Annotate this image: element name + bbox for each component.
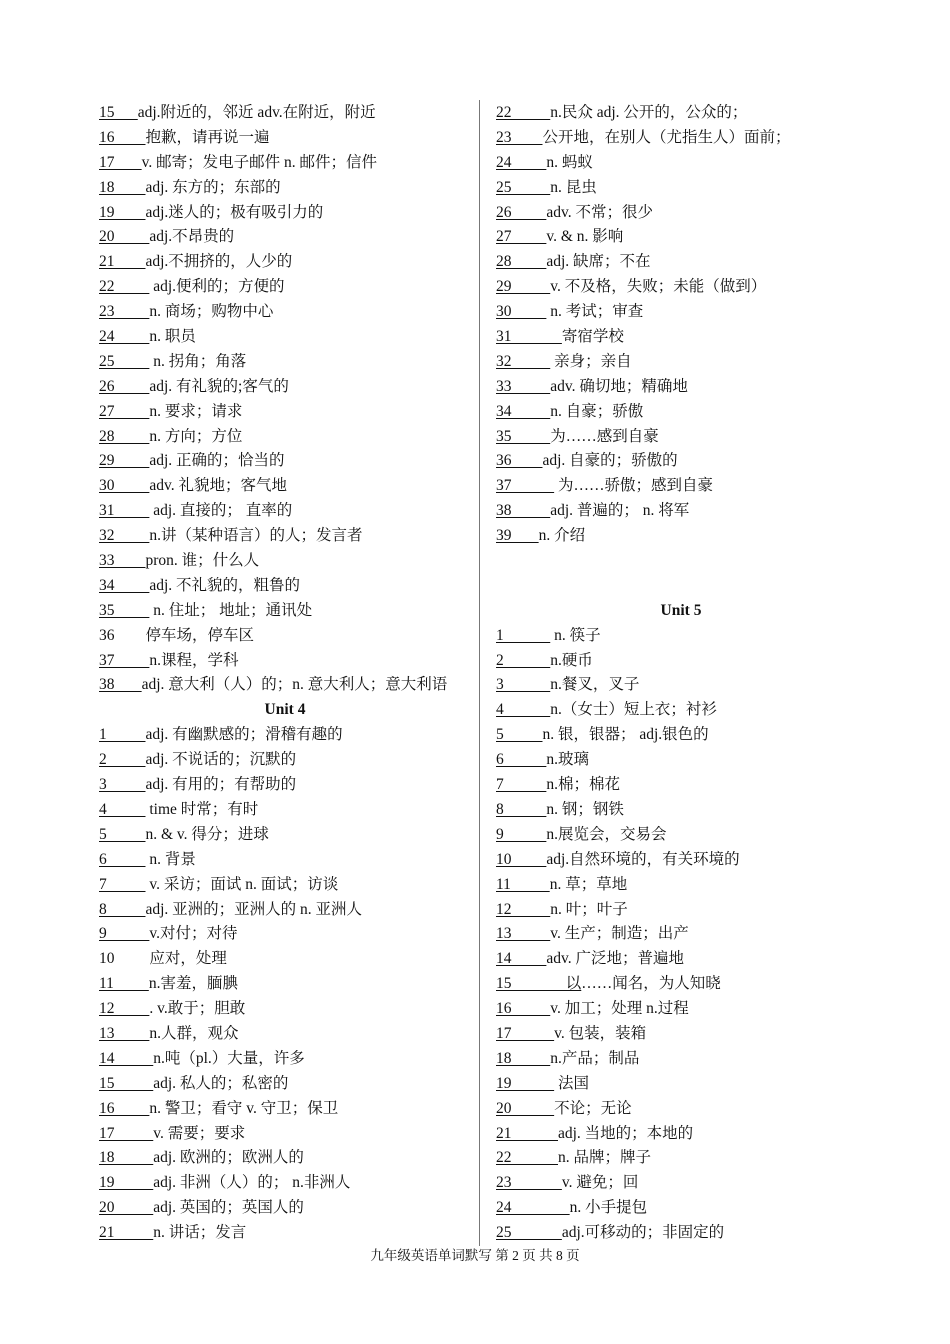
vocab-entry [496,151,866,176]
vocab-entry [496,922,866,947]
entry-number-blank[interactable]: 37 [99,651,150,669]
entry-number-blank[interactable]: 3 [99,776,146,794]
vocab-entry [99,126,471,151]
entry-definition: 为……骄傲；感到自豪 [554,477,714,495]
entry-definition: 为……感到自豪 [550,427,659,445]
entry-number-blank[interactable]: 1 [99,726,146,744]
entry-number-blank[interactable]: 23 [496,1174,562,1192]
entry-definition: n. 叶；叶子 [550,900,628,918]
entry-definition: 法国 [554,1074,590,1092]
vocab-entry [496,201,866,226]
entry-number-blank[interactable]: 12 [99,1000,150,1018]
vocab-entry [496,624,866,649]
entry-number-blank[interactable]: 8 [496,800,547,818]
entry-definition: adj.不昂贵的 [149,228,235,246]
entry-number-blank[interactable]: 6 [496,751,547,769]
entry-definition: adj. 欧洲的；欧洲人的 [153,1149,304,1167]
vocab-entry [99,1072,471,1097]
vocab-entry [99,997,471,1022]
entry-definition: n. 介绍 [538,527,586,545]
entry-number-blank[interactable]: 23 [496,128,543,146]
entry-definition: v. 包装，装箱 [554,1024,647,1042]
vocab-entry [99,1122,471,1147]
entry-definition: n.人群，观众 [149,1024,239,1042]
vocab-entry [496,1047,866,1072]
vocab-entry [99,748,471,773]
entry-number-blank[interactable]: 28 [496,253,547,271]
entry-definition: adj.附近的，邻近 adv.在附近，附近 [137,104,376,121]
entry-number-blank[interactable]: 35 [99,601,150,619]
entry-definition: n. 小手提包 [569,1199,648,1217]
entry-definition: adj. 有幽默感的；滑稽有趣的 [145,726,343,744]
entry-number-blank[interactable]: 8 [99,900,146,918]
vocab-entry [496,524,866,549]
entry-definition: adv. 确切地；精确地 [550,377,688,395]
vocab-entry [99,225,471,250]
entry-definition: n. & v. 得分；进球 [145,825,269,843]
entry-number-blank[interactable]: 38 [99,676,142,694]
entry-number-blank[interactable]: 10 [99,950,150,968]
entry-number-blank[interactable]: 4 [99,800,146,818]
vocab-entry [99,275,471,300]
entry-definition: n.讲（某种语言）的人；发言者 [149,527,363,545]
entry-definition: n. 讲话；发言 [153,1224,247,1242]
entry-definition: n. 草；草地 [549,875,628,893]
entry-number-blank[interactable]: 13 [99,1024,150,1042]
entry-definition: v. 生产；制造；出产 [550,925,689,943]
vocab-entry [99,947,471,972]
vocab-entry [496,449,866,474]
entry-definition: n. 方向；方位 [149,427,243,445]
entry-definition: n. 昆虫 [550,178,597,196]
entry-number-blank[interactable]: 15 [99,104,138,121]
vocab-entry [496,997,866,1022]
entry-number-blank[interactable]: 29 [99,452,150,470]
vocab-entry [99,101,471,126]
vocab-entry [496,275,866,300]
entry-number-blank[interactable]: 25 [496,178,551,196]
entry-definition: n.害羞，腼腆 [148,975,238,993]
entry-number-blank[interactable]: 21 [99,253,146,271]
vocab-entry [99,873,471,898]
entry-number-blank[interactable]: 16 [496,1000,551,1018]
vocab-entry [496,126,866,151]
vocab-entry [99,1196,471,1221]
entry-number-blank[interactable]: 2 [496,651,551,669]
entry-number-blank[interactable]: 20 [99,1199,154,1217]
vocab-entry [99,176,471,201]
entry-number-blank[interactable]: 27 [496,228,547,246]
vocab-entry [99,549,471,574]
entry-number-blank[interactable]: 24 [496,153,547,171]
entry-number-blank[interactable]: 16 [99,1099,150,1117]
entry-number-blank[interactable]: 11 [496,875,550,893]
vocab-entry [496,1122,866,1147]
entry-number-blank[interactable]: 9 [496,825,547,843]
vocab-entry [496,325,866,350]
vocab-entry [99,649,471,674]
entry-number-blank[interactable]: 19 [99,1174,154,1192]
entry-definition: adj. 当地的；本地的 [558,1124,694,1142]
entry-definition: adj.自然环境的，有关环境的 [546,850,740,868]
entry-number-blank[interactable]: 30 [99,477,150,495]
entry-number-blank[interactable]: 18 [99,1149,154,1167]
entry-definition: n.课程，学科 [149,651,239,669]
entry-number-blank[interactable]: 29 [496,278,551,296]
entry-definition: n. 考试；审查 [546,303,644,321]
entry-definition: n. 筷子 [550,626,601,644]
entry-number-blank[interactable]: 32 [99,527,150,545]
entry-definition: adj. 私人的；私密的 [153,1074,289,1092]
vocab-entry [496,848,866,873]
vocab-entry [496,425,866,450]
entry-number-blank[interactable]: 6 [99,850,146,868]
entry-number-blank[interactable]: 3 [496,676,551,694]
vocab-entry [496,1146,866,1171]
entry-number-blank[interactable]: 33 [496,377,551,395]
entry-number-blank[interactable]: 17 [99,153,142,171]
entry-definition: n. 银，银器； adj.银色的 [542,726,709,744]
vocab-entry [99,325,471,350]
entry-definition: n.产品；制品 [550,1049,640,1067]
entry-definition: adv. 不常；很少 [546,203,653,221]
vocab-entry [99,1146,471,1171]
entry-number-blank[interactable]: 21 [496,1124,558,1142]
vocab-entry [496,1221,866,1246]
entry-number-blank[interactable]: 7 [496,776,547,794]
vocab-entry [99,425,471,450]
entry-definition: adj. 有礼貌的;客气的 [149,377,289,395]
entry-definition: n.餐叉，叉子 [550,676,640,694]
vocab-entry [99,1022,471,1047]
vocab-entry [99,773,471,798]
entry-number-blank[interactable]: 21 [99,1224,154,1242]
entry-number-blank[interactable]: 5 [496,726,543,744]
entry-definition: 停车场，停车区 [145,626,255,644]
vocab-entry [496,873,866,898]
entry-number-blank[interactable]: 17 [99,1124,154,1142]
entry-definition: 亲身；亲自 [550,352,632,370]
entry-definition: adj.迷人的；极有吸引力的 [145,203,324,221]
vocab-entry [496,723,866,748]
entry-definition: n. 拐角；角落 [149,352,247,370]
vocab-entry [496,499,866,524]
entry-number-blank[interactable]: 5 [99,825,146,843]
entry-definition: adj. 有用的；有帮助的 [145,776,297,794]
vocab-entry [99,898,471,923]
vocab-entry [496,673,866,698]
entry-number-blank[interactable]: 38 [496,502,551,520]
entry-number-blank[interactable]: 28 [99,427,150,445]
entry-definition: pron. 谁；什么人 [145,552,260,570]
vocab-entry [496,1196,866,1221]
vocab-entry [496,176,866,201]
vocab-entry [99,798,471,823]
entry-number-blank[interactable]: 31 [99,502,150,520]
entry-definition: n. 背景 [145,850,196,868]
entry-number-blank[interactable]: 22 [99,278,150,296]
entry-number-blank[interactable]: 34 [496,402,551,420]
entry-definition: v. 采访；面试 n. 面试；访谈 [145,875,339,893]
entry-number-blank[interactable]: 32 [496,352,551,370]
entry-definition: n. 蚂蚁 [546,153,593,171]
entry-number-blank[interactable]: 19 [496,1074,555,1092]
vocab-entry [496,250,866,275]
entry-definition: n.吨（pl.）大量，许多 [153,1049,305,1067]
entry-definition: adj. 非洲（人）的； n.非洲人 [153,1174,351,1192]
vocab-entry [99,624,471,649]
entry-number-blank[interactable]: 18 [99,178,146,196]
entry-definition: adj. 英国的；英国人的 [153,1199,304,1217]
entry-number-blank[interactable]: 22 [496,104,551,121]
entry-definition: v. 需要；要求 [153,1124,246,1142]
entry-definition: adj. 东方的；东部的 [145,178,281,196]
entry-definition: v. 邮寄；发电子邮件 n. 邮件；信件 [141,153,377,171]
entry-number-blank[interactable]: 25 [496,1224,562,1242]
blank-line [496,574,866,599]
vocab-entry [99,1171,471,1196]
entry-definition: n. 职员 [149,328,196,346]
entry-definition: n.民众 adj. 公开的，公众的； [550,104,748,121]
entry-number-blank[interactable]: 26 [496,203,547,221]
entry-number-blank[interactable]: 9 [99,925,150,943]
page-footer: 九年级英语单词默写 第 2 页 共 8 页 [370,1248,580,1263]
vocab-entry [99,350,471,375]
vocab-entry [99,1047,471,1072]
entry-number-blank[interactable]: 35 [496,427,551,445]
entry-number-blank[interactable]: 26 [99,377,150,395]
entry-definition: adj. 缺席；不在 [546,253,651,271]
entry-number-blank[interactable]: 14 [99,1049,154,1067]
vocab-entry [99,250,471,275]
entry-definition: ……闻名，为人知晓 [581,975,721,993]
vocab-entry [496,649,866,674]
entry-definition: adj.不拥挤的，人少的 [145,253,293,271]
entry-definition: n.硬币 [550,651,593,669]
unit-heading: Unit 4 [264,701,306,719]
vocab-entry [496,1171,866,1196]
vocab-entry [496,698,866,723]
vocab-entry [496,350,866,375]
entry-definition: n. 品牌；牌子 [558,1149,652,1167]
vocab-entry [99,922,471,947]
unit-heading: Unit 5 [660,601,702,619]
entry-definition: n. 要求；请求 [149,402,243,420]
entry-number-blank[interactable]: 27 [99,402,150,420]
entry-number-blank[interactable]: 14 [496,950,547,968]
entry-number-blank[interactable]: 10 [496,850,547,868]
entry-definition: 抱歉，请再说一遍 [145,128,270,146]
entry-definition: n.玻璃 [546,751,590,769]
vocab-entry [496,972,866,997]
entry-number-blank[interactable]: 33 [99,552,146,570]
entry-number-blank[interactable]: 7 [99,875,146,893]
vocab-entry [496,474,866,499]
vocab-entry [99,151,471,176]
vocab-entry [99,599,471,624]
entry-number-blank[interactable]: 13 [496,925,551,943]
vocab-entry [99,449,471,474]
vocab-entry [99,499,471,524]
entry-definition: n. 钢；钢铁 [546,800,624,818]
entry-definition: adj. 不说话的；沉默的 [145,751,297,769]
vocab-entry [496,898,866,923]
entry-definition: v. 加工；处理 n.过程 [550,1000,689,1018]
entry-definition: adj. 意大利（人）的；n. 意大利人；意大利语 [141,676,448,694]
entry-number-blank[interactable]: 31 [496,328,562,346]
left-column [99,101,471,1246]
entry-number-blank[interactable]: 18 [496,1049,551,1067]
entry-number-blank[interactable]: 16 [99,128,146,146]
entry-number-blank[interactable]: 36 [99,626,146,644]
vocab-entry [496,375,866,400]
entry-definition: v. 不及格，失败；未能（做到） [550,278,767,296]
entry-number-blank[interactable]: 12 [496,900,551,918]
entry-definition: adj. 直接的； 直率的 [149,502,293,520]
entry-number-blank[interactable]: 25 [99,352,150,370]
entry-definition: . v.敢于；胆敢 [149,1000,246,1018]
entry-number-blank[interactable]: 19 [99,203,146,221]
entry-definition: adj. 亚洲的；亚洲人的 n. 亚洲人 [145,900,363,918]
vocab-entry [496,300,866,325]
entry-definition: adj.便利的；方便的 [149,278,285,296]
entry-number-blank[interactable]: 15 以 [496,975,582,993]
vocab-entry [99,972,471,997]
entry-number-blank[interactable]: 20 [99,228,150,246]
entry-number-blank[interactable]: 20 [496,1099,555,1117]
vocab-entry [99,673,471,698]
entry-number-blank[interactable]: 37 [496,477,555,495]
entry-definition: n. 自豪；骄傲 [550,402,644,420]
vocab-entry [496,1022,866,1047]
entry-definition: n.展览会，交易会 [546,825,667,843]
entry-number-blank[interactable]: 39 [496,527,539,545]
entry-definition: time 时常；有时 [145,800,259,818]
vocab-entry [99,524,471,549]
vocab-entry [496,748,866,773]
entry-definition: adj. 普遍的； n. 将军 [550,502,690,520]
entry-number-blank[interactable]: 24 [99,328,150,346]
vocab-entry [99,201,471,226]
entry-definition: adj. 正确的；恰当的 [149,452,285,470]
entry-definition: 不论；无论 [554,1099,632,1117]
entry-definition: 公开地，在别人（尤指生人）面前； [542,128,791,146]
vocab-entry [99,848,471,873]
entry-definition: n. 警卫；看守 v. 守卫；保卫 [149,1099,339,1117]
vocab-entry [496,823,866,848]
vocab-entry [496,1097,866,1122]
entry-definition: 寄宿学校 [561,328,624,346]
entry-definition: adj. 自豪的；骄傲的 [542,452,678,470]
vocab-entry [99,574,471,599]
entry-definition: adj. 不礼貌的，粗鲁的 [149,576,301,594]
entry-number-blank[interactable]: 17 [496,1024,555,1042]
vocab-entry [496,225,866,250]
entry-definition: adj.可移动的；非固定的 [561,1224,725,1242]
entry-number-blank[interactable]: 15 [99,1074,154,1092]
vocab-entry [99,400,471,425]
vocab-entry [496,400,866,425]
entry-number-blank[interactable]: 34 [99,576,150,594]
vocab-entry [99,823,471,848]
entry-number-blank[interactable]: 24 [496,1199,570,1217]
entry-number-blank[interactable]: 30 [496,303,547,321]
vocab-entry [99,723,471,748]
entry-number-blank[interactable]: 1 [496,626,551,644]
vocab-entry [496,101,866,126]
entry-number-blank[interactable]: 4 [496,701,551,719]
vocab-entry [496,1072,866,1097]
column-divider [479,100,480,1246]
vocab-entry [99,474,471,499]
entry-definition: n. 商场；购物中心 [149,303,274,321]
blank-line [496,549,866,574]
entry-definition: n. 住址； 地址；通讯处 [149,601,313,619]
entry-definition: adv. 广泛地；普遍地 [546,950,684,968]
entry-definition: v. 避免；回 [561,1174,639,1192]
entry-definition: n.棉；棉花 [546,776,621,794]
entry-number-blank[interactable]: 2 [99,751,146,769]
entry-definition: adv. 礼貌地；客气地 [149,477,287,495]
entry-number-blank[interactable]: 23 [99,303,150,321]
entry-number-blank[interactable]: 22 [496,1149,558,1167]
vocab-entry [496,947,866,972]
vocab-entry [99,300,471,325]
entry-definition: v. & n. 影响 [546,228,624,246]
vocab-entry [99,1221,471,1246]
vocab-entry [496,773,866,798]
entry-definition: n.（女士）短上衣；衬衫 [550,701,717,719]
right-column [496,101,866,1246]
entry-number-blank[interactable]: 36 [496,452,543,470]
entry-definition: v.对付；对待 [149,925,238,943]
vocab-entry [99,375,471,400]
entry-number-blank[interactable]: 11 [99,975,149,993]
vocab-entry [99,1097,471,1122]
entry-definition: 应对，处理 [149,950,227,968]
vocab-entry [496,798,866,823]
